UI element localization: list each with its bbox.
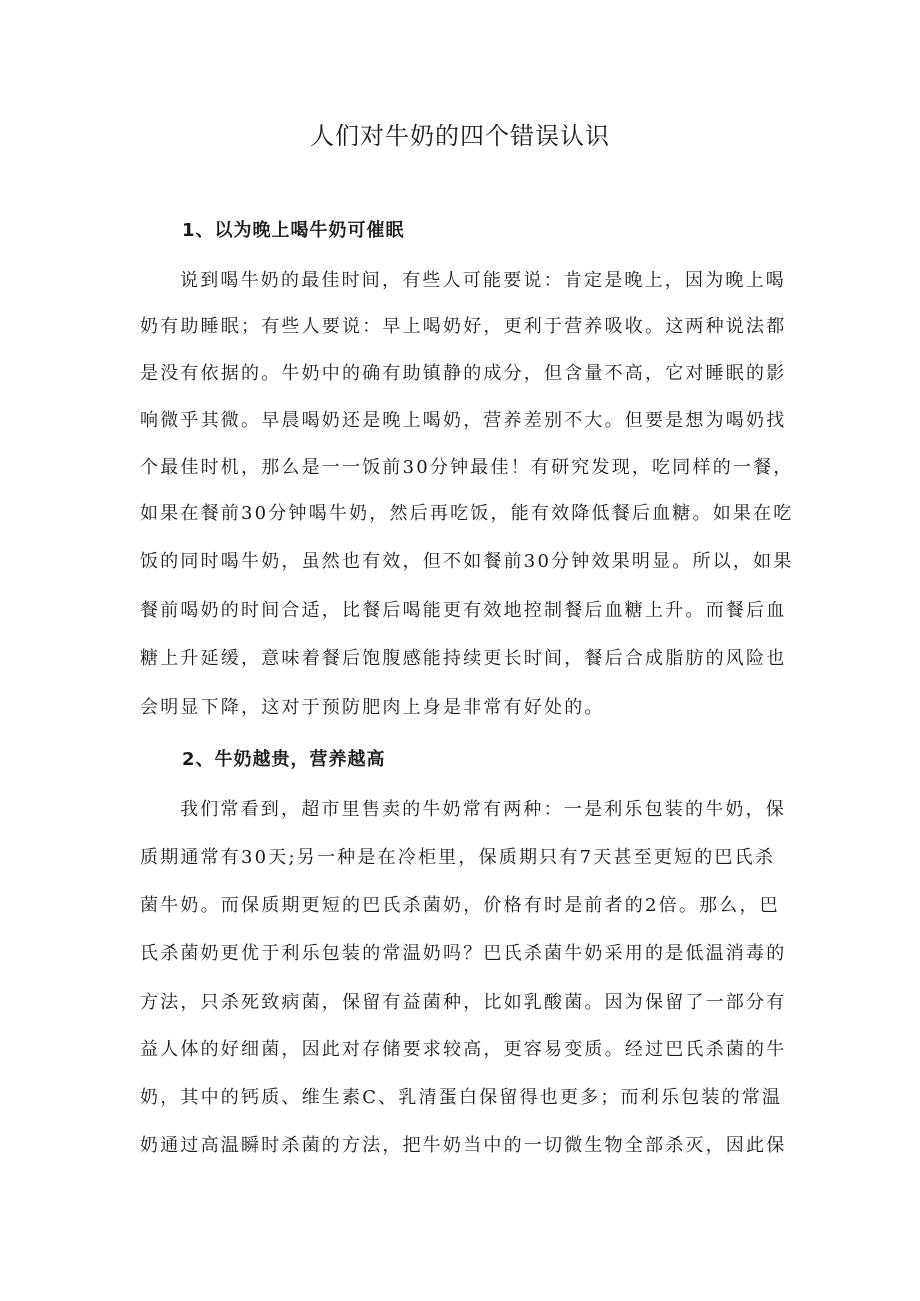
- section-heading-2: 2、牛奶越贵，营养越高: [182, 749, 386, 770]
- paragraph-line: 个最佳时机，那么是一一饭前30分钟最佳！有研究发现，吃同样的一餐，: [140, 457, 794, 478]
- paragraph-line: 奶通过高温瞬时杀菌的方法，把牛奶当中的一切微生物全部杀灭，因此保: [140, 1135, 787, 1156]
- paragraph-line: 奶有助睡眠；有些人要说：早上喝奶好，更利于营养吸收。这两种说法都: [140, 316, 787, 337]
- paragraph-line: 会明显下降，这对于预防肥肉上身是非常有好处的。: [140, 697, 605, 718]
- paragraph-line: 氏杀菌奶更优于利乐包装的常温奶吗？巴氏杀菌牛奶采用的是低温消毒的: [140, 943, 787, 964]
- paragraph-line: 是没有依据的。牛奶中的确有助镇静的成分，但含量不高，它对睡眠的影: [140, 363, 787, 384]
- paragraph-line: 糖上升延缓，意味着餐后饱腹感能持续更长时间，餐后合成脂肪的风险也: [140, 648, 787, 669]
- paragraph-line: 我们常看到，超市里售卖的牛奶常有两种：一是利乐包装的牛奶，保: [180, 799, 786, 820]
- document-title: 人们对牛奶的四个错误认识: [310, 122, 610, 150]
- paragraph-line: 如果在餐前30分钟喝牛奶，然后再吃饭，能有效降低餐后血糖。如果在吃: [140, 503, 794, 524]
- paragraph-line: 响微乎其微。早晨喝奶还是晚上喝奶，营养差别不大。但要是想为喝奶找: [140, 410, 787, 431]
- paragraph-line: 益人体的好细菌，因此对存储要求较高，更容易变质。经过巴氏杀菌的牛: [140, 1039, 787, 1060]
- paragraph-line: 菌牛奶。而保质期更短的巴氏杀菌奶，价格有时是前者的2倍。那么，巴: [140, 895, 780, 916]
- paragraph-line: 奶，其中的钙质、维生素C、乳清蛋白保留得也更多；而利乐包装的常温: [140, 1087, 783, 1108]
- paragraph-line: 饭的同时喝牛奶，虽然也有效，但不如餐前30分钟效果明显。所以，如果: [140, 551, 794, 572]
- paragraph-line: 说到喝牛奶的最佳时间，有些人可能要说：肯定是晚上，因为晚上喝: [180, 270, 786, 291]
- paragraph-line: 餐前喝奶的时间合适，比餐后喝能更有效地控制餐后血糖上升。而餐后血: [140, 600, 787, 621]
- paragraph-line: 方法，只杀死致病菌，保留有益菌种，比如乳酸菌。因为保留了一部分有: [140, 992, 787, 1013]
- paragraph-line: 质期通常有30天;另一种是在冷柜里，保质期只有7天甚至更短的巴氏杀: [140, 847, 776, 868]
- section-heading-1: 1、以为晚上喝牛奶可催眠: [182, 220, 405, 241]
